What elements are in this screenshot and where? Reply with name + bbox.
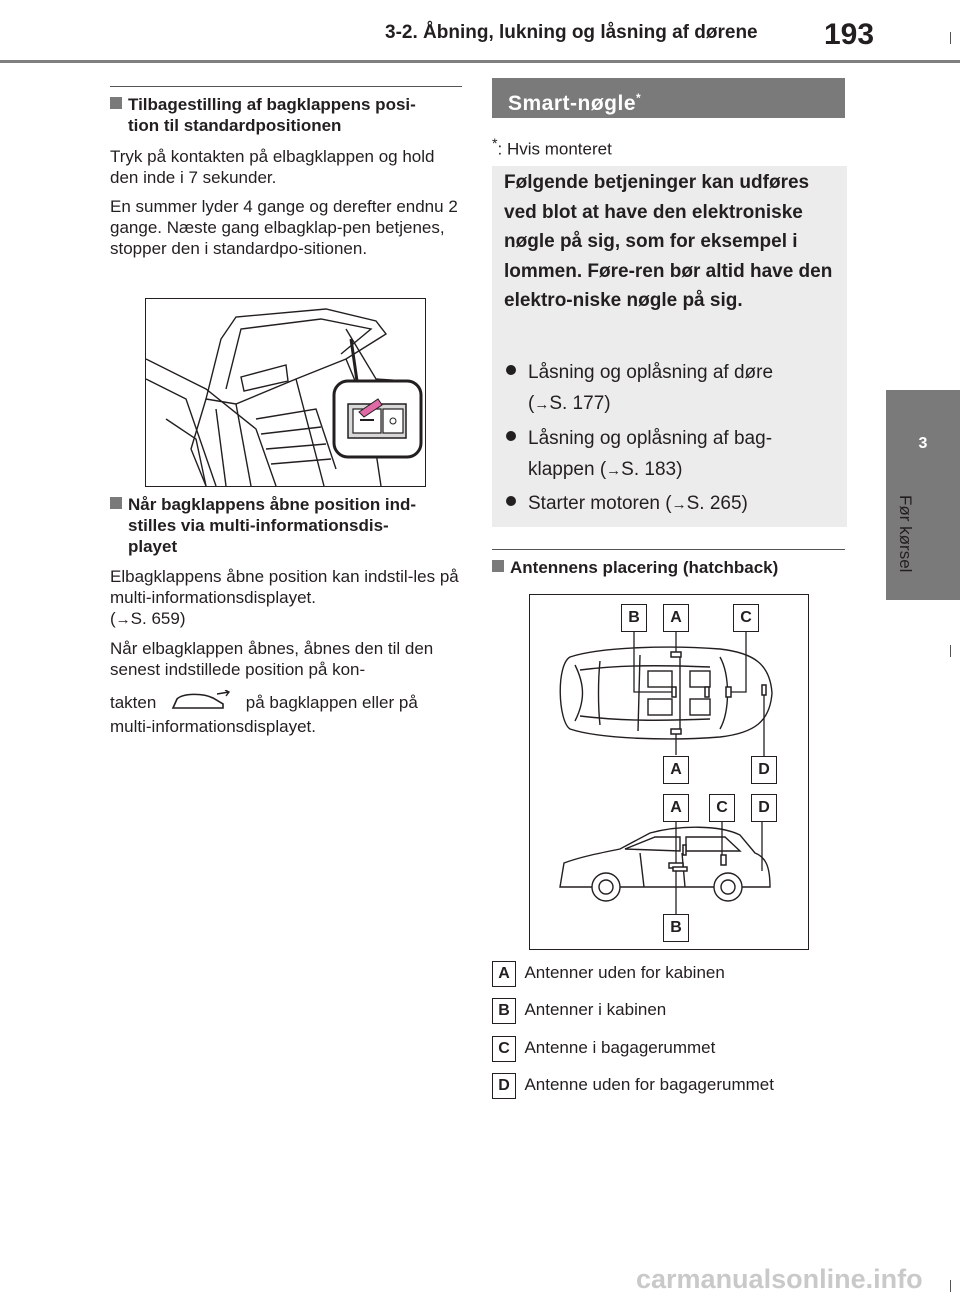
legend-text: Antenner uden for kabinen — [524, 963, 725, 983]
tailgate-illustration — [145, 298, 426, 487]
legend-item — [492, 998, 852, 1024]
diagram-label-a: A — [663, 756, 689, 784]
crop-mark — [950, 1280, 951, 1292]
arrow-right-icon: → — [534, 396, 550, 413]
legend-item — [492, 1073, 852, 1099]
diagram-label-b: B — [621, 604, 647, 632]
bullet-dot-icon — [506, 365, 516, 375]
watermark: carmanualsonline.info — [636, 1264, 923, 1294]
page-reference-link[interactable]: S. 265 — [686, 493, 742, 514]
legend-text: Antenne i bagagerummet — [524, 1038, 716, 1058]
bullet-item: Låsning og oplåsning af døre (→S. 177) — [506, 357, 836, 420]
smart-key-heading: Smart-nøgle* — [492, 78, 845, 118]
legend-key: A — [492, 961, 516, 987]
diagram-label-d: D — [751, 794, 777, 822]
tailgate-drawing — [146, 299, 425, 486]
diagram-label-b: B — [663, 914, 689, 942]
page-number: 193 — [824, 18, 875, 51]
bullet-dot-icon — [506, 496, 516, 506]
bullet-dot-icon — [506, 431, 516, 441]
arrow-right-icon: → — [115, 611, 131, 628]
legend-key: D — [492, 1073, 516, 1099]
diagram-label-c: C — [733, 604, 759, 632]
section-heading-reset: Tilbagestilling af bagklappens posi- tion til standardpositionen — [110, 94, 470, 136]
chapter-title: 3-2. Åbning, lukning og låsning af dørene — [385, 22, 758, 43]
diagram-label-a: A — [663, 604, 689, 632]
page-reference-link[interactable]: S. 659 — [130, 609, 180, 628]
diagram-label-d: D — [751, 756, 777, 784]
square-bullet-icon — [492, 560, 504, 572]
legend-item — [492, 961, 852, 987]
paragraph: takten på bagklappen eller på — [110, 690, 462, 713]
legend-item — [492, 1036, 852, 1062]
power-tailgate-switch-icon — [169, 690, 233, 712]
crop-mark — [950, 645, 951, 657]
page-reference-link[interactable]: S. 177 — [549, 393, 605, 414]
paragraph: multi-informationsdisplayet. — [110, 717, 316, 736]
chapter-number: 3 — [918, 435, 928, 452]
arrow-right-icon: → — [606, 462, 622, 479]
page-reference-link[interactable]: S. 183 — [621, 459, 677, 480]
section-rule — [492, 549, 845, 550]
diagram-label-a: A — [663, 794, 689, 822]
antenna-location-diagram — [529, 594, 809, 950]
paragraph: Tryk på kontakten på elbagklappen og hold den inde i 7 sekunder. — [110, 147, 435, 187]
diagram-label-c: C — [709, 794, 735, 822]
footnote: *: Hvis monteret — [492, 136, 612, 159]
section-heading-antenna: Antennens placering (hatchback) — [492, 557, 852, 578]
section-heading-position: Når bagklappens åbne position ind- stilles via multi-informationsdis- playet — [110, 494, 470, 557]
paragraph: Elbagklappens åbne position kan indstil-les på multi-informationsdisplayet. (→S. 659) — [110, 567, 459, 628]
legend-key: C — [492, 1036, 516, 1062]
legend-text: Antenner i kabinen — [524, 1000, 667, 1020]
section-rule — [110, 86, 462, 87]
paragraph: En summer lyder 4 gange og derefter endnu 2 gange. Næste gang elbagklap-pen betjenes, stopper den i standardpo-sitionen. — [110, 197, 458, 258]
bullet-item: Starter motoren (→S. 265) — [506, 488, 836, 520]
crop-mark — [950, 32, 951, 44]
paragraph: Når elbagklappen åbnes, åbnes den til den senest indstillede position på kon- — [110, 639, 434, 679]
square-bullet-icon — [110, 97, 122, 109]
arrow-right-icon: → — [671, 496, 687, 513]
chapter-label: Før kørsel — [896, 495, 915, 573]
header-rule — [0, 60, 960, 63]
legend-text: Antenne uden for bagagerummet — [524, 1075, 774, 1095]
legend-key: B — [492, 998, 516, 1024]
bullet-item: Låsning og oplåsning af bag- klappen (→S. 183) — [506, 423, 836, 486]
info-lead-text: Følgende betjeninger kan udføres ved blot at have den elektroniske nøgle på sig, som for eksempel i lommen. Føre-ren bør altid have den elektro-niske nøgle på sig. — [504, 172, 833, 312]
square-bullet-icon — [110, 497, 122, 509]
